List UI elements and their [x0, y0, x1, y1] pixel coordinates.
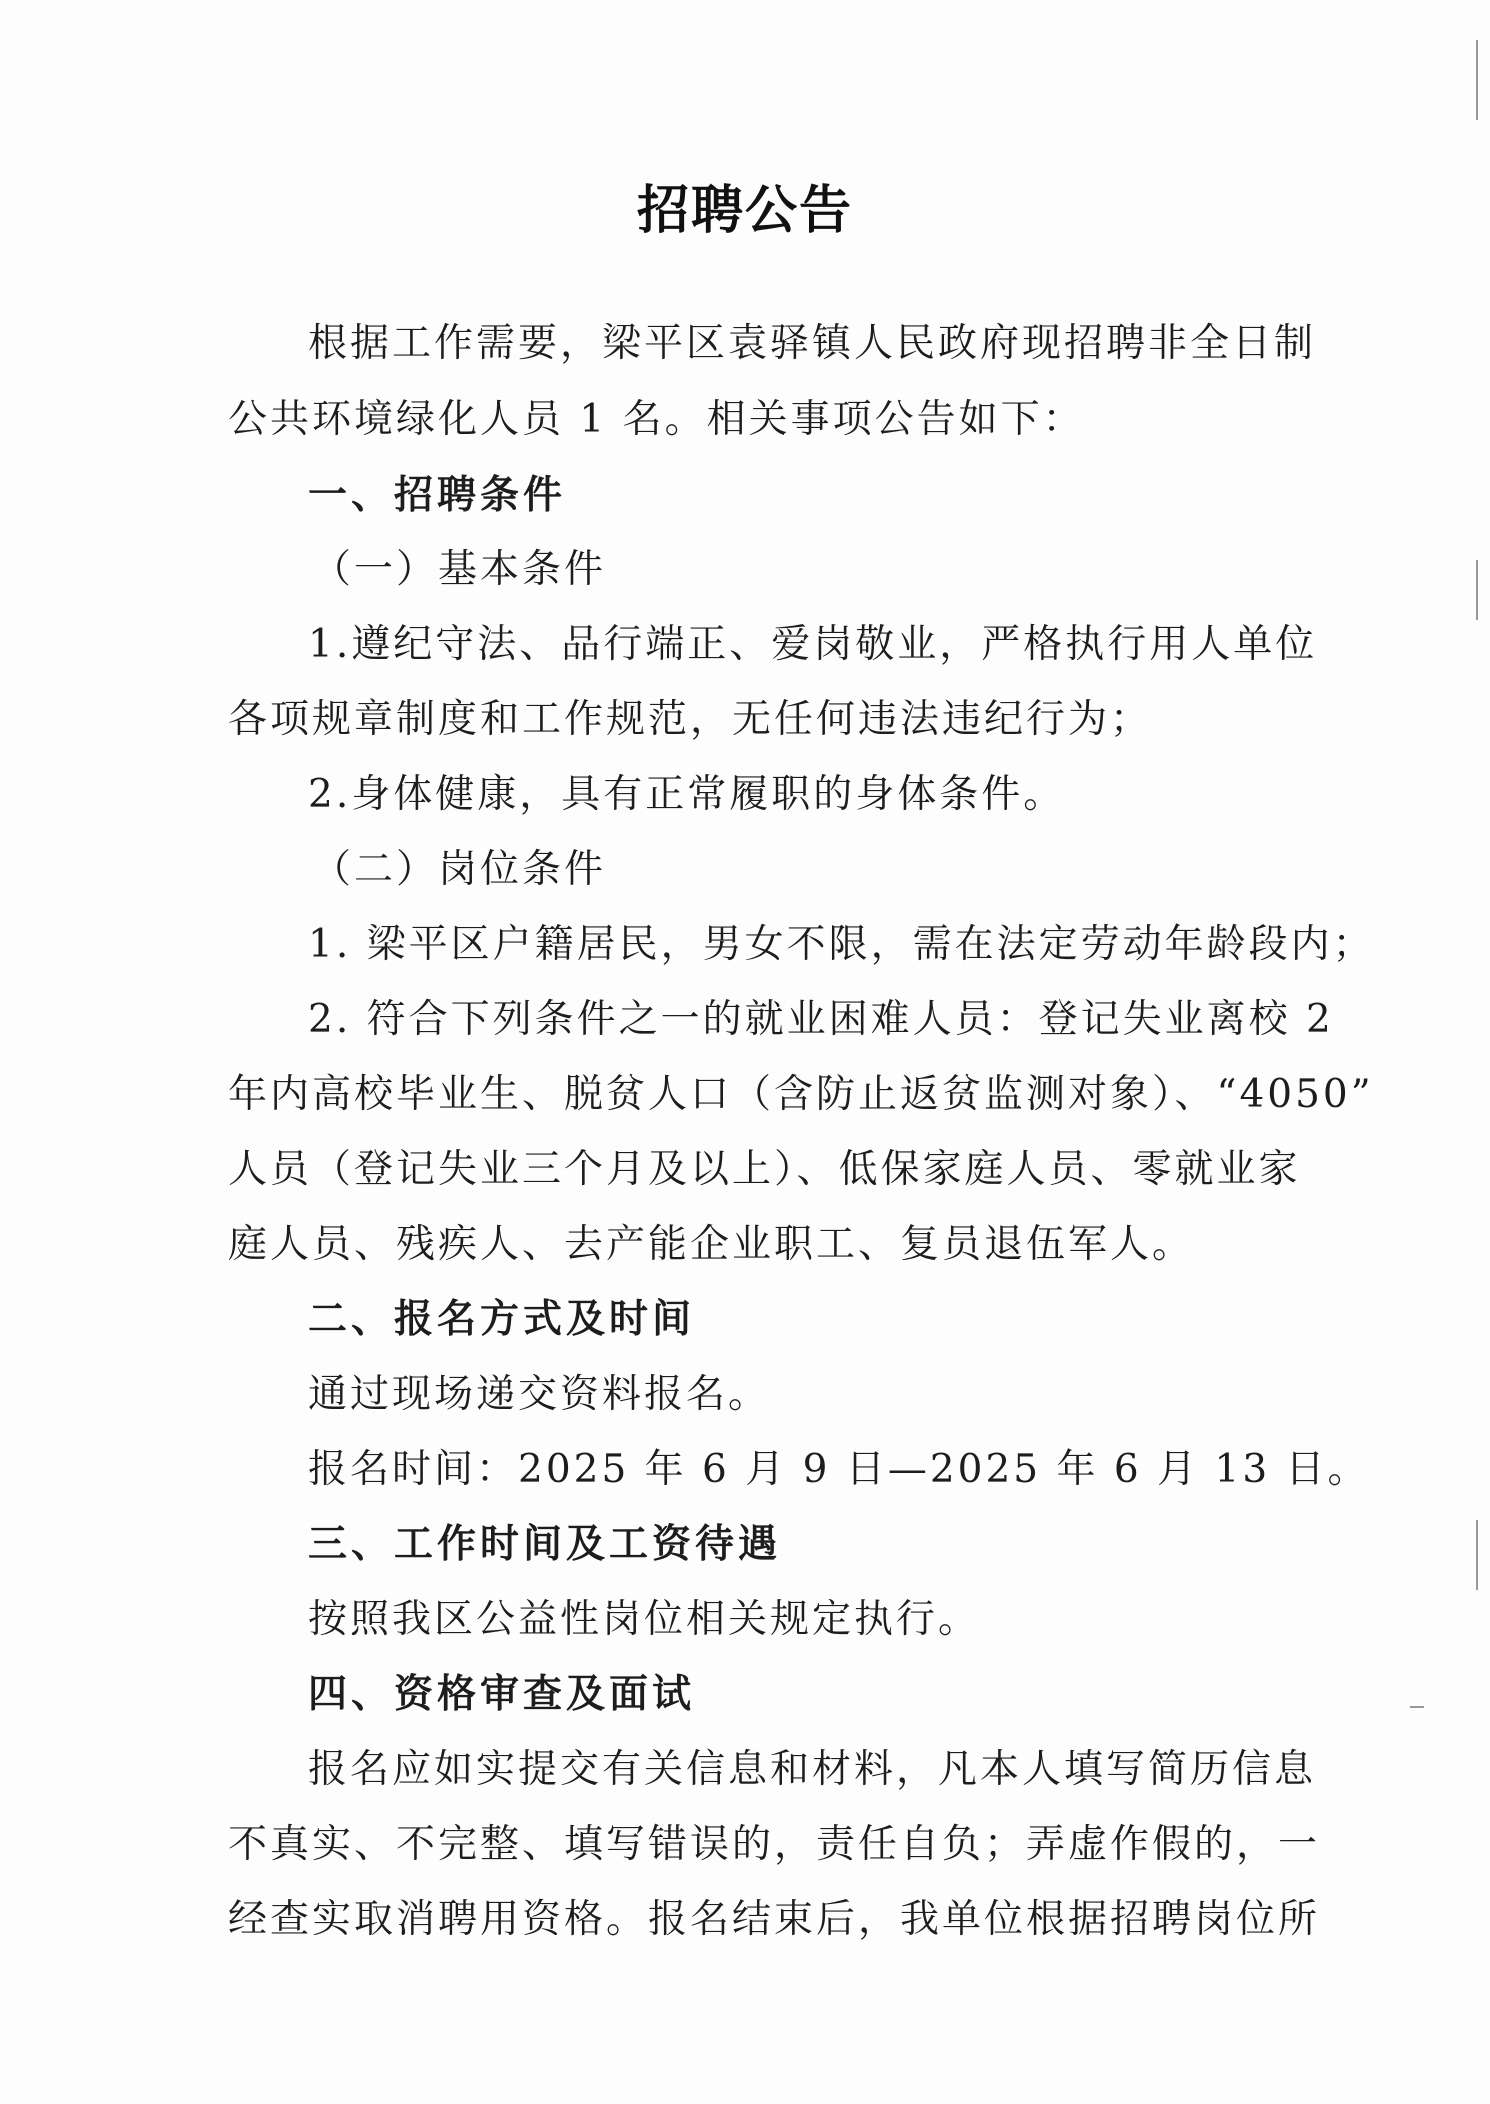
subsection-heading: （一）基本条件 [312, 547, 607, 592]
body-line: 不真实、不完整、填写错误的，责任自负；弄虚作假的，一 [228, 1822, 1321, 1867]
body-line: 年内高校毕业生、脱贫人口（含防止返贫监测对象）、“4050” [228, 1072, 1374, 1117]
body-line: 1. 梁平区户籍居民，男女不限，需在法定劳动年龄段内； [308, 922, 1375, 967]
section-heading: 二、报名方式及时间 [308, 1297, 696, 1342]
subsection-heading: （二）岗位条件 [312, 847, 607, 892]
scan-edge-mark [1476, 1520, 1478, 1590]
body-line: 1.遵纪守法、品行端正、爱岗敬业，严格执行用人单位 [308, 622, 1318, 667]
body-line: 通过现场递交资料报名。 [308, 1372, 771, 1417]
scan-edge-mark [1476, 40, 1478, 120]
body-line: 报名应如实提交有关信息和材料，凡本人填写简历信息 [308, 1747, 1317, 1792]
body-line: 庭人员、残疾人、去产能企业职工、复员退伍军人。 [228, 1222, 1195, 1267]
body-line: 按照我区公益性岗位相关规定执行。 [308, 1597, 981, 1642]
section-heading: 四、资格审查及面试 [308, 1672, 696, 1717]
page-title: 招聘公告 [636, 180, 853, 241]
body-line: 根据工作需要，梁平区袁驿镇人民政府现招聘非全日制 [308, 321, 1317, 366]
section-heading: 三、工作时间及工资待遇 [308, 1522, 782, 1567]
body-line: 公共环境绿化人员 1 名。相关事项公告如下： [228, 397, 1085, 442]
body-line: 经查实取消聘用资格。报名结束后，我单位根据招聘岗位所 [228, 1897, 1321, 1942]
body-line: 人员（登记失业三个月及以上）、低保家庭人员、零就业家 [228, 1147, 1301, 1192]
body-line: 2. 符合下列条件之一的就业困难人员：登记失业离校 2 [308, 997, 1334, 1042]
scan-edge-mark [1476, 560, 1478, 620]
section-heading: 一、招聘条件 [308, 473, 567, 518]
body-line: 2.身体健康，具有正常履职的身体条件。 [308, 772, 1066, 817]
body-line: 各项规章制度和工作规范，无任何违法违纪行为； [228, 697, 1153, 742]
scan-edge-mark [1410, 1706, 1424, 1708]
body-line: 报名时间：2025 年 6 月 9 日—2025 年 6 月 13 日。 [308, 1447, 1370, 1492]
